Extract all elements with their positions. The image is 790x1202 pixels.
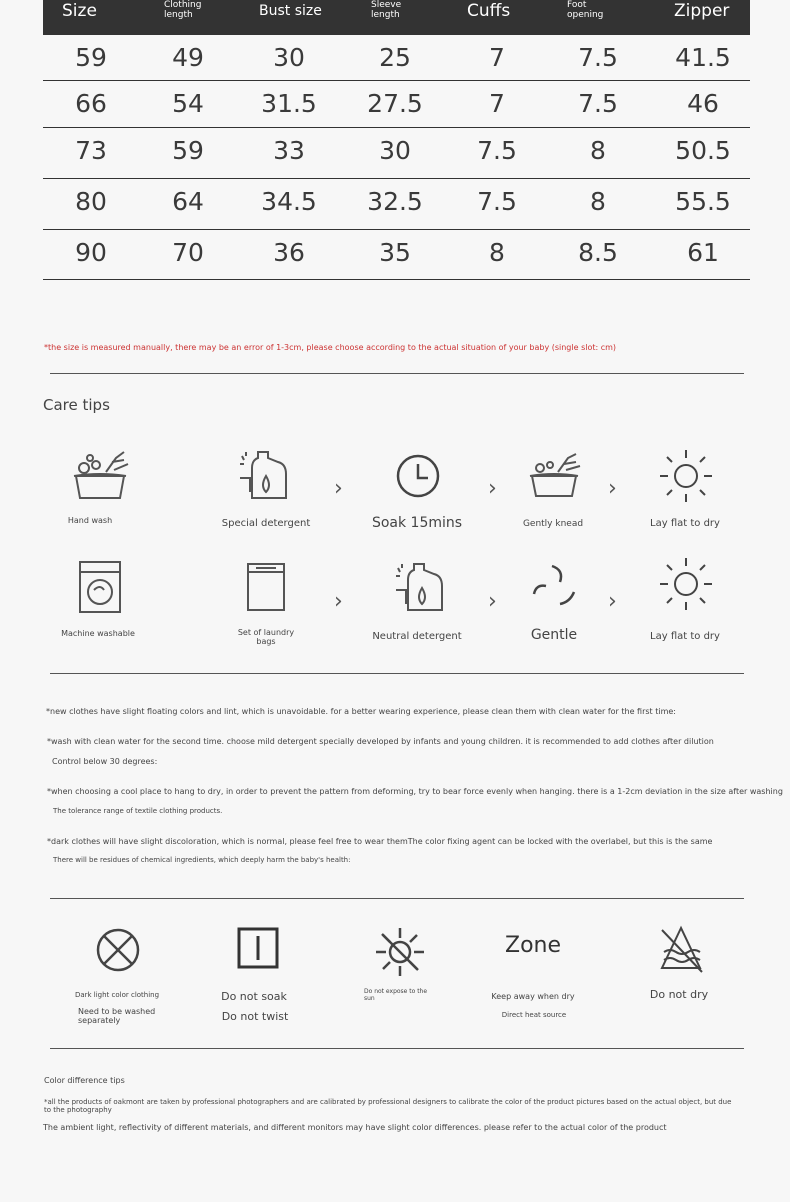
note-2: *wash with clean water for the second time. choose mild detergent specially developed by infants and young children. it is recommended to add clothes after dilution bbox=[47, 737, 714, 746]
color-tips-title: Color difference tips bbox=[44, 1076, 125, 1085]
detergent-bottle-icon bbox=[236, 448, 290, 502]
cell: 7.5 bbox=[578, 43, 618, 72]
note-1: *new clothes have slight floating colors and lint, which is unavoidable. for a better wearing experience, please clean them with clean water for the first time: bbox=[46, 707, 677, 716]
chevron-right-icon: › bbox=[334, 589, 343, 614]
caption-gently-knead: Gently knead bbox=[522, 519, 584, 529]
header-bust-size: Bust size bbox=[259, 3, 322, 19]
cell: 30 bbox=[379, 136, 411, 165]
caption-machine-washable: Machine washable bbox=[61, 629, 135, 638]
warn-keep-away: Keep away when dry bbox=[491, 992, 575, 1001]
color-tips-line-1: *all the products of oakmont are taken by professional photographers and are calibrated by professional designers to calibrate the color of the product pictures based on the actual object, but due to the photography bbox=[44, 1098, 732, 1114]
laundry-bag-icon bbox=[244, 560, 288, 614]
warn-no-sun: Do not expose to the sun bbox=[364, 988, 428, 1002]
cell: 80 bbox=[75, 187, 107, 216]
warn-wash-separately: Need to be washed separately bbox=[78, 1007, 156, 1025]
warn-do-not-dry: Do not dry bbox=[649, 988, 709, 1001]
cell: 59 bbox=[75, 43, 107, 72]
table-row bbox=[43, 179, 750, 230]
cell: 59 bbox=[172, 136, 204, 165]
note-5: The tolerance range of textile clothing products. bbox=[53, 807, 223, 815]
cell: 70 bbox=[172, 238, 204, 267]
no-soak-icon bbox=[236, 926, 280, 970]
knead-basin-icon bbox=[526, 450, 582, 500]
cell: 7 bbox=[489, 43, 505, 72]
cell: 50.5 bbox=[675, 136, 731, 165]
clock-icon bbox=[394, 452, 442, 500]
cell: 73 bbox=[75, 136, 107, 165]
table-row bbox=[43, 35, 750, 81]
cell: 8.5 bbox=[578, 238, 618, 267]
cell: 7 bbox=[489, 89, 505, 118]
gentle-swirl-icon bbox=[530, 562, 578, 610]
divider bbox=[50, 898, 744, 899]
cell: 30 bbox=[273, 43, 305, 72]
neutral-detergent-icon bbox=[392, 558, 446, 614]
no-dry-icon bbox=[656, 924, 706, 976]
header-cuffs: Cuffs bbox=[467, 1, 511, 21]
warn-do-not-soak: Do not soak bbox=[221, 990, 287, 1003]
cell: 7.5 bbox=[477, 136, 517, 165]
caption-soak: Soak 15mins bbox=[371, 515, 463, 531]
sun-icon bbox=[656, 446, 716, 506]
note-4: *when choosing a cool place to hang to dry, in order to prevent the pattern from deforming, try to bear force evenly when hanging. there is a 1-2cm deviation in the size after washing bbox=[47, 787, 783, 796]
warn-heat-source: Direct heat source bbox=[501, 1011, 567, 1019]
care-tips-title: Care tips bbox=[43, 396, 110, 414]
cell: 25 bbox=[379, 43, 411, 72]
header-clothing-length: Clothing length bbox=[164, 0, 202, 20]
cell: 35 bbox=[379, 238, 411, 267]
no-mix-colors-icon bbox=[94, 926, 142, 974]
no-sun-icon bbox=[374, 926, 426, 978]
caption-special-detergent: Special detergent bbox=[221, 518, 311, 529]
table-row bbox=[43, 128, 750, 179]
table-row bbox=[43, 81, 750, 128]
header-zipper: Zipper bbox=[674, 1, 730, 21]
cell: 55.5 bbox=[675, 187, 731, 216]
chevron-right-icon: › bbox=[608, 589, 617, 614]
chevron-right-icon: › bbox=[488, 589, 497, 614]
note-6: *dark clothes will have slight discoloration, which is normal, please feel free to wear themThe color fixing agent can be locked with the overlabel, but this is the same bbox=[47, 837, 713, 846]
cell: 7.5 bbox=[477, 187, 517, 216]
cell: 49 bbox=[172, 43, 204, 72]
header-sleeve-length: Sleeve length bbox=[371, 0, 402, 20]
cell: 31.5 bbox=[261, 89, 317, 118]
caption-gentle: Gentle bbox=[530, 627, 578, 643]
caption-lay-flat-1: Lay flat to dry bbox=[650, 518, 720, 529]
cell: 8 bbox=[489, 238, 505, 267]
divider bbox=[50, 673, 744, 674]
header-size: Size bbox=[62, 1, 97, 21]
cell: 33 bbox=[273, 136, 305, 165]
caption-neutral-detergent: Neutral detergent bbox=[372, 631, 462, 642]
cell: 34.5 bbox=[261, 187, 317, 216]
cell: 36 bbox=[273, 238, 305, 267]
cell: 46 bbox=[687, 89, 719, 118]
cell: 8 bbox=[590, 187, 606, 216]
sun-icon bbox=[656, 554, 716, 614]
cell: 8 bbox=[590, 136, 606, 165]
divider bbox=[50, 373, 744, 374]
cell: 54 bbox=[172, 89, 204, 118]
caption-hand-wash: Hand wash bbox=[67, 516, 113, 525]
cell: 61 bbox=[687, 238, 719, 267]
color-tips-line-2: The ambient light, reflectivity of different materials, and different monitors may have slight color differences. please refer to the actual color of the product bbox=[43, 1123, 667, 1132]
cell: 27.5 bbox=[367, 89, 423, 118]
cell: 32.5 bbox=[367, 187, 423, 216]
note-3: Control below 30 degrees: bbox=[52, 757, 158, 766]
cell: 90 bbox=[75, 238, 107, 267]
warn-dark-light: Dark light color clothing bbox=[74, 991, 160, 999]
warn-do-not-twist: Do not twist bbox=[221, 1010, 289, 1023]
cell: 7.5 bbox=[578, 89, 618, 118]
chevron-right-icon: › bbox=[334, 476, 343, 501]
caption-lay-flat-2: Lay flat to dry bbox=[650, 631, 720, 642]
header-foot-opening: Foot opening bbox=[567, 0, 604, 20]
divider bbox=[50, 1048, 744, 1049]
cell: 41.5 bbox=[675, 43, 731, 72]
hand-wash-icon bbox=[70, 448, 130, 502]
chevron-right-icon: › bbox=[488, 476, 497, 501]
cell: 64 bbox=[172, 187, 204, 216]
size-table-header bbox=[43, 0, 750, 35]
note-7: There will be residues of chemical ingredients, which deeply harm the baby's health: bbox=[53, 856, 351, 864]
table-row bbox=[43, 230, 750, 280]
warn-zone: Zone bbox=[504, 933, 562, 958]
cell: 66 bbox=[75, 89, 107, 118]
caption-laundry-bags: Set of laundry bags bbox=[237, 628, 295, 646]
washing-machine-icon bbox=[78, 560, 122, 614]
size-note: *the size is measured manually, there may be an error of 1-3cm, please choose according to the actual situation of your baby (single slot: cm) bbox=[44, 343, 617, 352]
chevron-right-icon: › bbox=[608, 476, 617, 501]
